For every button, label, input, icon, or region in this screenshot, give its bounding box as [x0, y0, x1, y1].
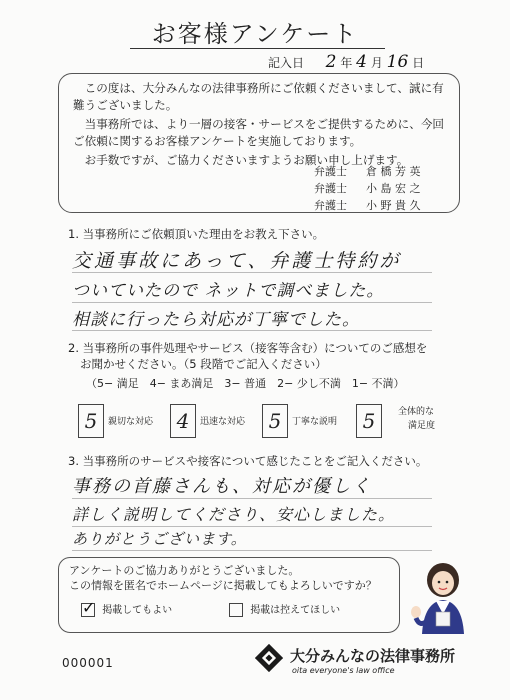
consent-option-allow[interactable]: [81, 598, 173, 617]
lawyer-row: 弁護士 倉 橋 芳 英: [314, 165, 421, 178]
rating-label-explanation: 丁寧な説明: [292, 417, 338, 427]
answer-rule: [72, 498, 432, 499]
rating-box-kind[interactable]: 5: [78, 404, 104, 438]
date-month: 4: [356, 52, 367, 72]
rating-label-overall-1: 全体的な: [398, 407, 435, 417]
consent-option-decline[interactable]: [229, 601, 340, 617]
answer-rule: [72, 526, 432, 527]
decline-label: 掲載は控えてほしい: [250, 605, 341, 616]
date-year: 2: [325, 52, 337, 72]
rating-label-kind: 親切な対応: [108, 417, 154, 427]
question-2-line-2: お聞かせください。（5 段階でご記入ください）: [80, 357, 327, 371]
lawyer-list: [314, 163, 421, 214]
answer-rule: [72, 272, 432, 273]
rating-label-overall-2: 満足度: [408, 421, 436, 431]
intro-paragraph-3: お手数ですが、ご協力くださいますようお願い申し上げます。: [84, 153, 409, 167]
lawyer-row: 弁護士 小 島 宏 之: [314, 182, 421, 195]
q1-answer-line-1: 交通事故にあって、弁護士特約が: [72, 250, 402, 272]
answer-rule: [72, 302, 432, 303]
diamond-logo-icon: [255, 644, 283, 672]
firm-subtitle: oita everyone's law office: [292, 666, 395, 675]
rating-box-explanation[interactable]: 5: [262, 404, 288, 438]
question-3: 3. 当事務所のサービスや接客について感じたことをご記入ください。: [68, 454, 428, 468]
question-2-line-1: 2. 当事務所の事件処理やサービス（接客等含む）についてのご感想を: [68, 341, 428, 355]
lawyer-row: 弁護士 小 野 貴 久: [314, 199, 421, 212]
receptionist-illustration: [410, 558, 476, 634]
date-day: 16: [386, 52, 409, 72]
page-title: お客様アンケート: [151, 20, 359, 48]
rating-label-speed: 迅速な対応: [200, 417, 246, 427]
title-underline: [130, 48, 385, 49]
date-label: 記入日: [268, 56, 305, 70]
rating-scale: （5− 満足 4− まあ満足 3− 普通 2− 少し不満 1− 不満）: [86, 377, 405, 390]
question-1: 1. 当事務所にご依頼頂いた理由をお教え下さい。: [68, 227, 325, 241]
q3-answer-line-2: 詳しく説明してくださり、安心しました。: [72, 505, 396, 524]
q3-answer-line-3: ありがとうございます。: [72, 530, 247, 548]
date-row: [268, 52, 424, 72]
allow-checkbox[interactable]: [81, 598, 96, 617]
firm-name: 大分みんなの法律事務所: [290, 647, 456, 665]
date-year-unit: 年: [340, 56, 353, 70]
q1-answer-line-3: 相談に行ったら対応が丁寧でした。: [72, 310, 360, 330]
answer-rule: [72, 330, 432, 331]
q3-answer-line-1: 事務の首藤さんも、対応が優しく: [72, 476, 372, 497]
consent-thanks: アンケートのご協力ありがとうございました。: [69, 564, 300, 577]
decline-checkbox[interactable]: [229, 603, 243, 617]
allow-label: 掲載してもよい: [102, 605, 173, 616]
consent-question: この情報を匿名でホームページに掲載してもよろしいですか？: [69, 579, 377, 592]
answer-rule: [72, 550, 432, 551]
consent-panel: [58, 557, 400, 633]
serial-number: 000001: [62, 656, 114, 670]
intro-paragraph-2: 当事務所では、より一層の接客・サービスをご提供するために、今回ご依頼に関するお客様アンケートを実施しております。: [73, 117, 445, 148]
intro-paragraph-1: この度は、大分みんなの法律事務所にご依頼くださいまして、誠に有難うございました。: [73, 81, 444, 112]
rating-box-overall[interactable]: 5: [356, 404, 382, 438]
q1-answer-line-2: ついていたので ネットで調べました。: [72, 281, 385, 301]
date-month-unit: 月: [370, 56, 383, 70]
check-mark-icon: ✓: [82, 598, 96, 617]
rating-box-speed[interactable]: 4: [170, 404, 196, 438]
date-day-unit: 日: [412, 56, 425, 70]
